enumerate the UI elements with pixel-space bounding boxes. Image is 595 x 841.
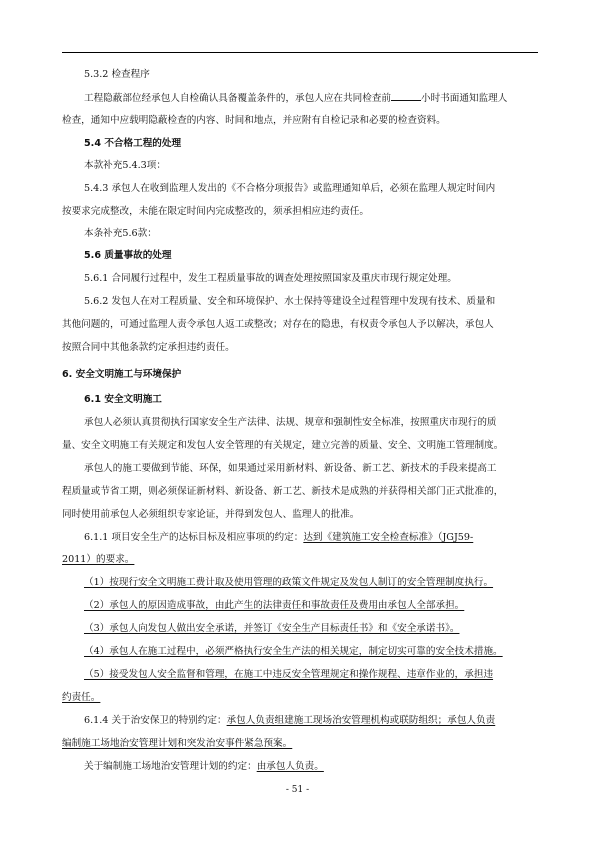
paragraph-line: 承包人的施工要做到节能、环保，如果通过采用新材料、新设备、新工艺、新技术的手段来提高工 <box>84 463 497 474</box>
paragraph-line: 按照合同中其他条款约定承担违约责任。 <box>62 342 235 353</box>
paragraph-line: 检查，通知中应载明隐蔽检查的内容、时间和地点，并应附有自检记录和必要的检查资料。 <box>62 115 446 126</box>
paragraph-line: 同时使用前承包人必须组织专家论证，并得到发包人、监理人的批准。 <box>62 509 360 520</box>
page-number: - 51 - <box>285 785 310 795</box>
underlined-text: 达到《建筑施工安全检查标准》（JGJ59- <box>303 532 474 543</box>
section-5-6-heading: 5.6 质量事故的处理 <box>84 250 172 261</box>
paragraph-line: 承包人必须认真贯彻执行国家安全生产法律、法规、规章和强制性安全标准，按照重庆市现行的质 <box>84 417 497 428</box>
section-5-4-heading: 5.4 不合格工程的处理 <box>84 138 182 149</box>
list-item: （3）承包人向发包人做出安全承诺，并签订《安全生产目标责任书》和《安全承诺书》。 <box>84 623 460 634</box>
paragraph-line: 6.1.1 项目安全生产的达标目标及相应事项的约定：达到《建筑施工安全检查标准》（JGJ59- <box>84 532 474 543</box>
list-item: （5）接受发包人安全监督和管理，在施工中违反安全管理规定和操作规程、违章作业的，承担违 <box>84 669 494 680</box>
paragraph-line: 工程隐蔽部位经承包人自检确认具备覆盖条件的，承包人应在共同检查前 小时书面通知监理人 <box>84 93 508 104</box>
paragraph-line: 程质量或节省工期，则必须保证新材料、新设备、新工艺、新技术是成熟的并获得相关部门正式批准的， <box>62 486 504 497</box>
list-item: （2）承包人的原因造成事故，由此产生的法律责任和事故责任及费用由承包人全部承担。 <box>84 600 465 611</box>
list-item: （4）承包人在施工过程中，必须严格执行安全生产法的相关规定，制定切实可靠的安全技术措施。 <box>84 646 503 657</box>
clause-5-3-2-heading: 5.3.2 检查程序 <box>84 69 150 80</box>
paragraph-line: 5.4.3 承包人在收到监理人发出的《不合格分项报告》或监理通知单后，必须在监理人规定时间内 <box>84 183 496 194</box>
paragraph-line: 其他问题的，可通过监理人责令承包人返工或整改；对存在的隐患，有权责令承包人予以解决，承包人 <box>62 319 494 330</box>
fill-blank <box>391 91 421 101</box>
list-item: （1）按现行安全文明施工费计取及使用管理的政策文件规定及发包人制订的安全管理制度执行。 <box>84 577 494 588</box>
header-rule <box>62 52 538 53</box>
underlined-text: 承包人负责组建施工现场治安管理机构或联防组织；承包人负责 <box>226 715 496 726</box>
paragraph-line: 关于编制施工场地治安管理计划的约定：由承包人负责。 <box>84 761 324 772</box>
paragraph-line: 量、安全文明施工有关规定和发包人安全管理的有关规定，建立完善的质量、安全、文明施工管理制度。 <box>62 440 504 451</box>
underlined-text: 由承包人负责。 <box>256 761 324 772</box>
underlined-line: 编制施工场地治安管理计划和突发治安事件紧急预案。 <box>62 738 293 749</box>
paragraph-line: 6.1.4 关于治安保卫的特别约定：承包人负责组建施工现场治安管理机构或联防组织；承包人负责 <box>84 715 496 726</box>
paragraph-line: 本条补充5.6款： <box>84 228 157 239</box>
paragraph-line: 5.6.2 发包人在对工程质量、安全和环境保护、水土保持等建设全过程管理中发现有技术、质量和 <box>84 296 496 307</box>
section-6-1-heading: 6.1 安全文明施工 <box>84 394 162 405</box>
list-item-continuation: 约责任。 <box>62 692 101 703</box>
paragraph-line: 5.6.1 合同履行过程中，发生工程质量事故的调查处理按照国家及重庆市现行规定处理。 <box>84 273 457 284</box>
paragraph-line: 按要求完成整改，未能在限定时间内完成整改的，须承担相应违约责任。 <box>62 206 369 217</box>
paragraph-line: 本款补充5.4.3项： <box>84 160 166 171</box>
section-6-heading: 6. 安全文明施工与环境保护 <box>62 369 182 380</box>
underlined-line: 2011）的要求。 <box>62 554 135 565</box>
